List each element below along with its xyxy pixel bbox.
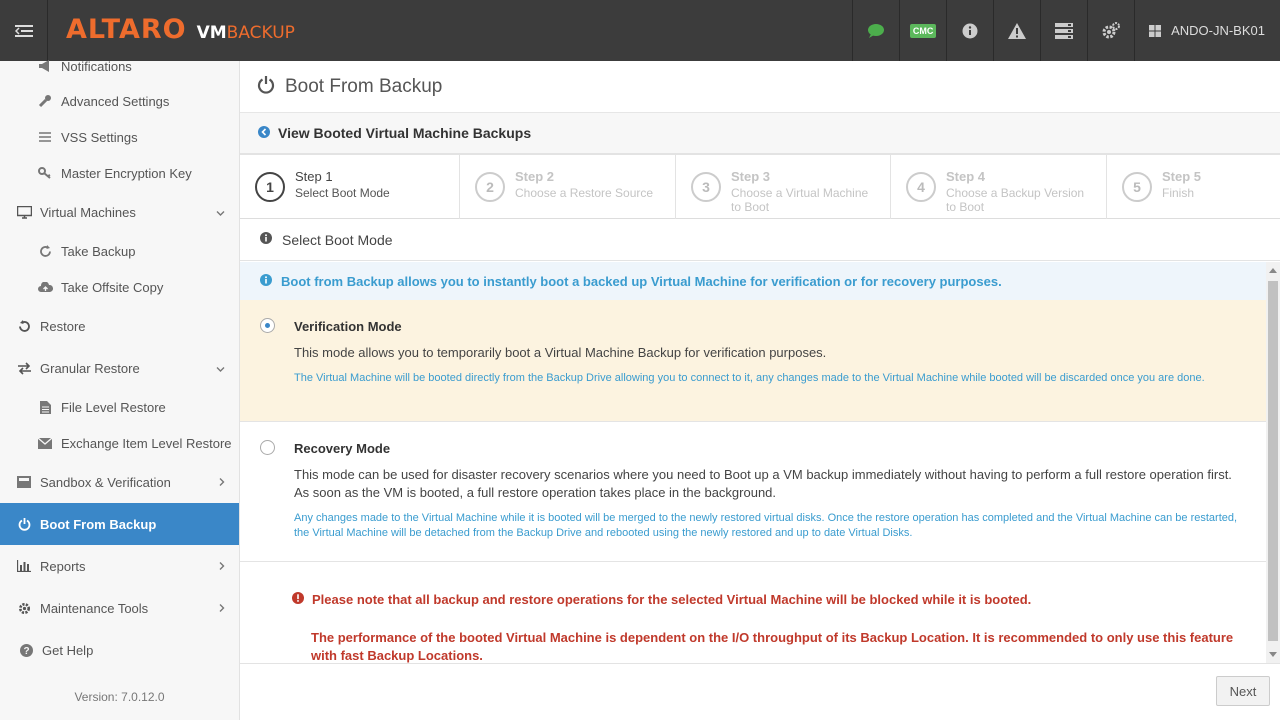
wrench-icon [37,93,53,109]
step-4 [891,155,1107,219]
step-number: 3 [691,172,721,202]
host-name: ANDO-JN-BK01 [1171,23,1265,38]
step-name: Step 5 [1162,169,1202,184]
warning-icon[interactable] [993,0,1040,61]
recovery-mode-option[interactable] [240,422,1266,562]
warning-line [292,592,1246,607]
version-label: Version: 7.0.12.0 [74,690,165,704]
chat-icon[interactable] [852,0,899,61]
info-circle-icon [260,274,272,289]
history-icon [16,318,32,334]
mode-note: The Virtual Machine will be booted directly from the Backup Drive allowing you to connect to it, any changes made to the Virtual Machine while booted will be discarded once you are done. [294,372,1205,384]
performance-warning: The performance of the booted Virtual Machine is dependent on the I/O throughput of its Backup Location. It is recommended to only use this feature with fast Backup Locations. [311,630,1234,663]
step-3 [676,155,891,219]
step-desc: Finish [1162,186,1195,200]
sidebar-item-virtual-machines[interactable] [0,191,239,233]
logo-product: BACKUP [226,23,295,43]
bar-chart-icon [16,558,32,574]
step-number: 4 [906,172,936,202]
sidebar-item-label: Exchange Item Level Restore [61,435,232,451]
step-number: 2 [475,172,505,202]
mode-desc: This mode allows you to temporarily boot a Virtual Machine Backup for verification purposes. [294,345,827,360]
cmc-badge: CMC [910,24,937,38]
sidebar-item-label: Maintenance Tools [40,600,149,616]
sidebar-item-label: Granular Restore [40,360,140,376]
sidebar-item-exchange-item-level-restore[interactable] [0,425,239,461]
info-banner [240,262,1266,300]
arrow-circle-left-icon [258,126,270,141]
logo-brand: ALTARO [66,14,187,45]
wizard-steps [240,155,1280,219]
scroll-down-arrow-icon[interactable] [1269,652,1277,657]
chevron-right-icon [219,559,225,574]
sidebar-item-notifications[interactable] [0,48,239,84]
sidebar-item-restore[interactable] [0,305,239,347]
step-desc: Choose a Restore Source [515,186,654,200]
step-number: 5 [1122,172,1152,202]
step-name: Step 2 [515,169,555,184]
section-header [240,219,1280,261]
sidebar-item-label: Advanced Settings [61,93,170,109]
scroll-up-arrow-icon[interactable] [1269,268,1277,273]
sidebar-item-label: Get Help [42,642,94,658]
sidebar-item-take-backup[interactable] [0,233,239,269]
sidebar-item-label: Restore [40,318,86,334]
sidebar-item-granular-restore[interactable] [0,347,239,389]
step-desc: Choose a Backup Version to Boot [946,186,1085,214]
step-2 [460,155,676,219]
refresh-icon [37,243,53,259]
chevron-right-icon [219,601,225,616]
storage-icon[interactable] [1040,0,1087,61]
sidebar [0,58,240,720]
step-1[interactable] [240,155,460,219]
sidebar-item-label: File Level Restore [61,399,166,415]
power-icon [257,76,275,97]
megaphone-icon [37,58,53,74]
key-icon [37,165,53,181]
sidebar-item-boot-from-backup[interactable] [0,503,239,545]
power-icon [16,516,32,532]
sidebar-item-reports[interactable] [0,545,239,587]
boot-mode-panel [240,262,1266,663]
chevron-right-icon [219,475,225,490]
scrollbar[interactable] [1266,262,1280,663]
mode-note: Any changes made to the Virtual Machine while it is booted will be merged to the newly restored virtual disks. Once the restore operation has completed and the Virtual Machine can be restarted, the Virtual Machine will be detached from the Backup Drive and rebooted using the newly restored and up to date Virtual Disks. [294,512,1238,539]
list-icon [37,129,53,145]
scroll-thumb[interactable] [1268,281,1278,641]
step-name: Step 1 [295,169,333,184]
question-circle-icon [18,642,34,658]
view-booted-backups-link[interactable] [240,113,1280,155]
info-circle-icon [260,232,272,247]
mode-title: Verification Mode [294,319,402,334]
sidebar-item-label: VSS Settings [61,129,138,145]
gear-icon [16,600,32,616]
section-title: Select Boot Mode [282,231,393,248]
chevron-down-icon [216,361,225,376]
sandbox-icon [16,474,32,490]
svg-text:?: ? [22,645,30,657]
mode-title: Recovery Mode [294,441,391,456]
step-name: Step 3 [731,169,771,184]
sidebar-item-label: Sandbox & Verification [40,474,171,490]
sidebar-item-label: Virtual Machines [40,204,136,220]
file-icon [37,399,53,415]
sidebar-item-maintenance-tools[interactable] [0,587,239,629]
sidebar-item-advanced-settings[interactable] [0,83,239,119]
chevron-down-icon [216,205,225,220]
subheader-title: View Booted Virtual Machine Backups [278,125,532,141]
warning-text: Please note that all backup and restore operations for the selected Virtual Machine will be blocked while it is booted. [312,592,1032,607]
mode-desc: This mode can be used for disaster recovery scenarios where you need to Boot up a VM backup immediately without having to perform a full restore operation first. As soon as the VM is booted, a full restore operation takes place in the background. [294,467,1232,500]
exchange-icon [16,360,32,376]
settings-gears-icon[interactable] [1087,0,1134,61]
envelope-icon [37,435,53,451]
recovery-mode-radio[interactable] [260,440,275,455]
logo-vm: VM [196,23,227,43]
sidebar-item-sandbox-verification[interactable] [0,461,239,503]
sidebar-item-take-offsite-copy[interactable] [0,269,239,305]
host-selector[interactable] [1134,0,1280,61]
cloud-upload-icon [37,279,53,295]
sidebar-item-file-level-restore[interactable] [0,389,239,425]
verification-mode-radio[interactable] [260,318,275,333]
next-button[interactable]: Next [1216,676,1270,706]
sidebar-item-label: Boot From Backup [40,516,157,532]
info-icon[interactable] [946,0,993,61]
sidebar-item-master-encryption-key[interactable] [0,155,239,191]
step-desc: Choose a Virtual Machine to Boot [731,186,869,214]
sidebar-item-label: Notifications [61,58,132,74]
verification-mode-option[interactable] [240,300,1266,422]
page-title: Boot From Backup [285,75,443,97]
sidebar-item-label: Reports [40,558,86,574]
step-name: Step 4 [946,169,986,184]
page-header [240,61,1280,113]
step-desc: Select Boot Mode [295,186,390,200]
info-banner-text: Boot from Backup allows you to instantly boot a backed up Virtual Machine for verification or for recovery purposes. [281,273,1002,289]
windows-icon [1149,25,1161,37]
monitor-icon [16,204,32,220]
cmc-button[interactable] [899,0,946,61]
step-5 [1107,155,1280,219]
wizard-footer [240,663,1280,720]
sidebar-item-label: Take Offsite Copy [61,279,164,295]
top-toolbar [852,0,1280,61]
app-logo [66,14,295,45]
sidebar-item-get-help[interactable] [0,629,239,671]
sidebar-item-label: Master Encryption Key [61,165,192,181]
sidebar-item-label: Take Backup [61,243,136,259]
step-number: 1 [255,172,285,202]
sidebar-item-vss-settings[interactable] [0,119,239,155]
warnings [240,562,1266,663]
main-content [240,61,1280,720]
exclamation-circle-icon [292,592,304,607]
